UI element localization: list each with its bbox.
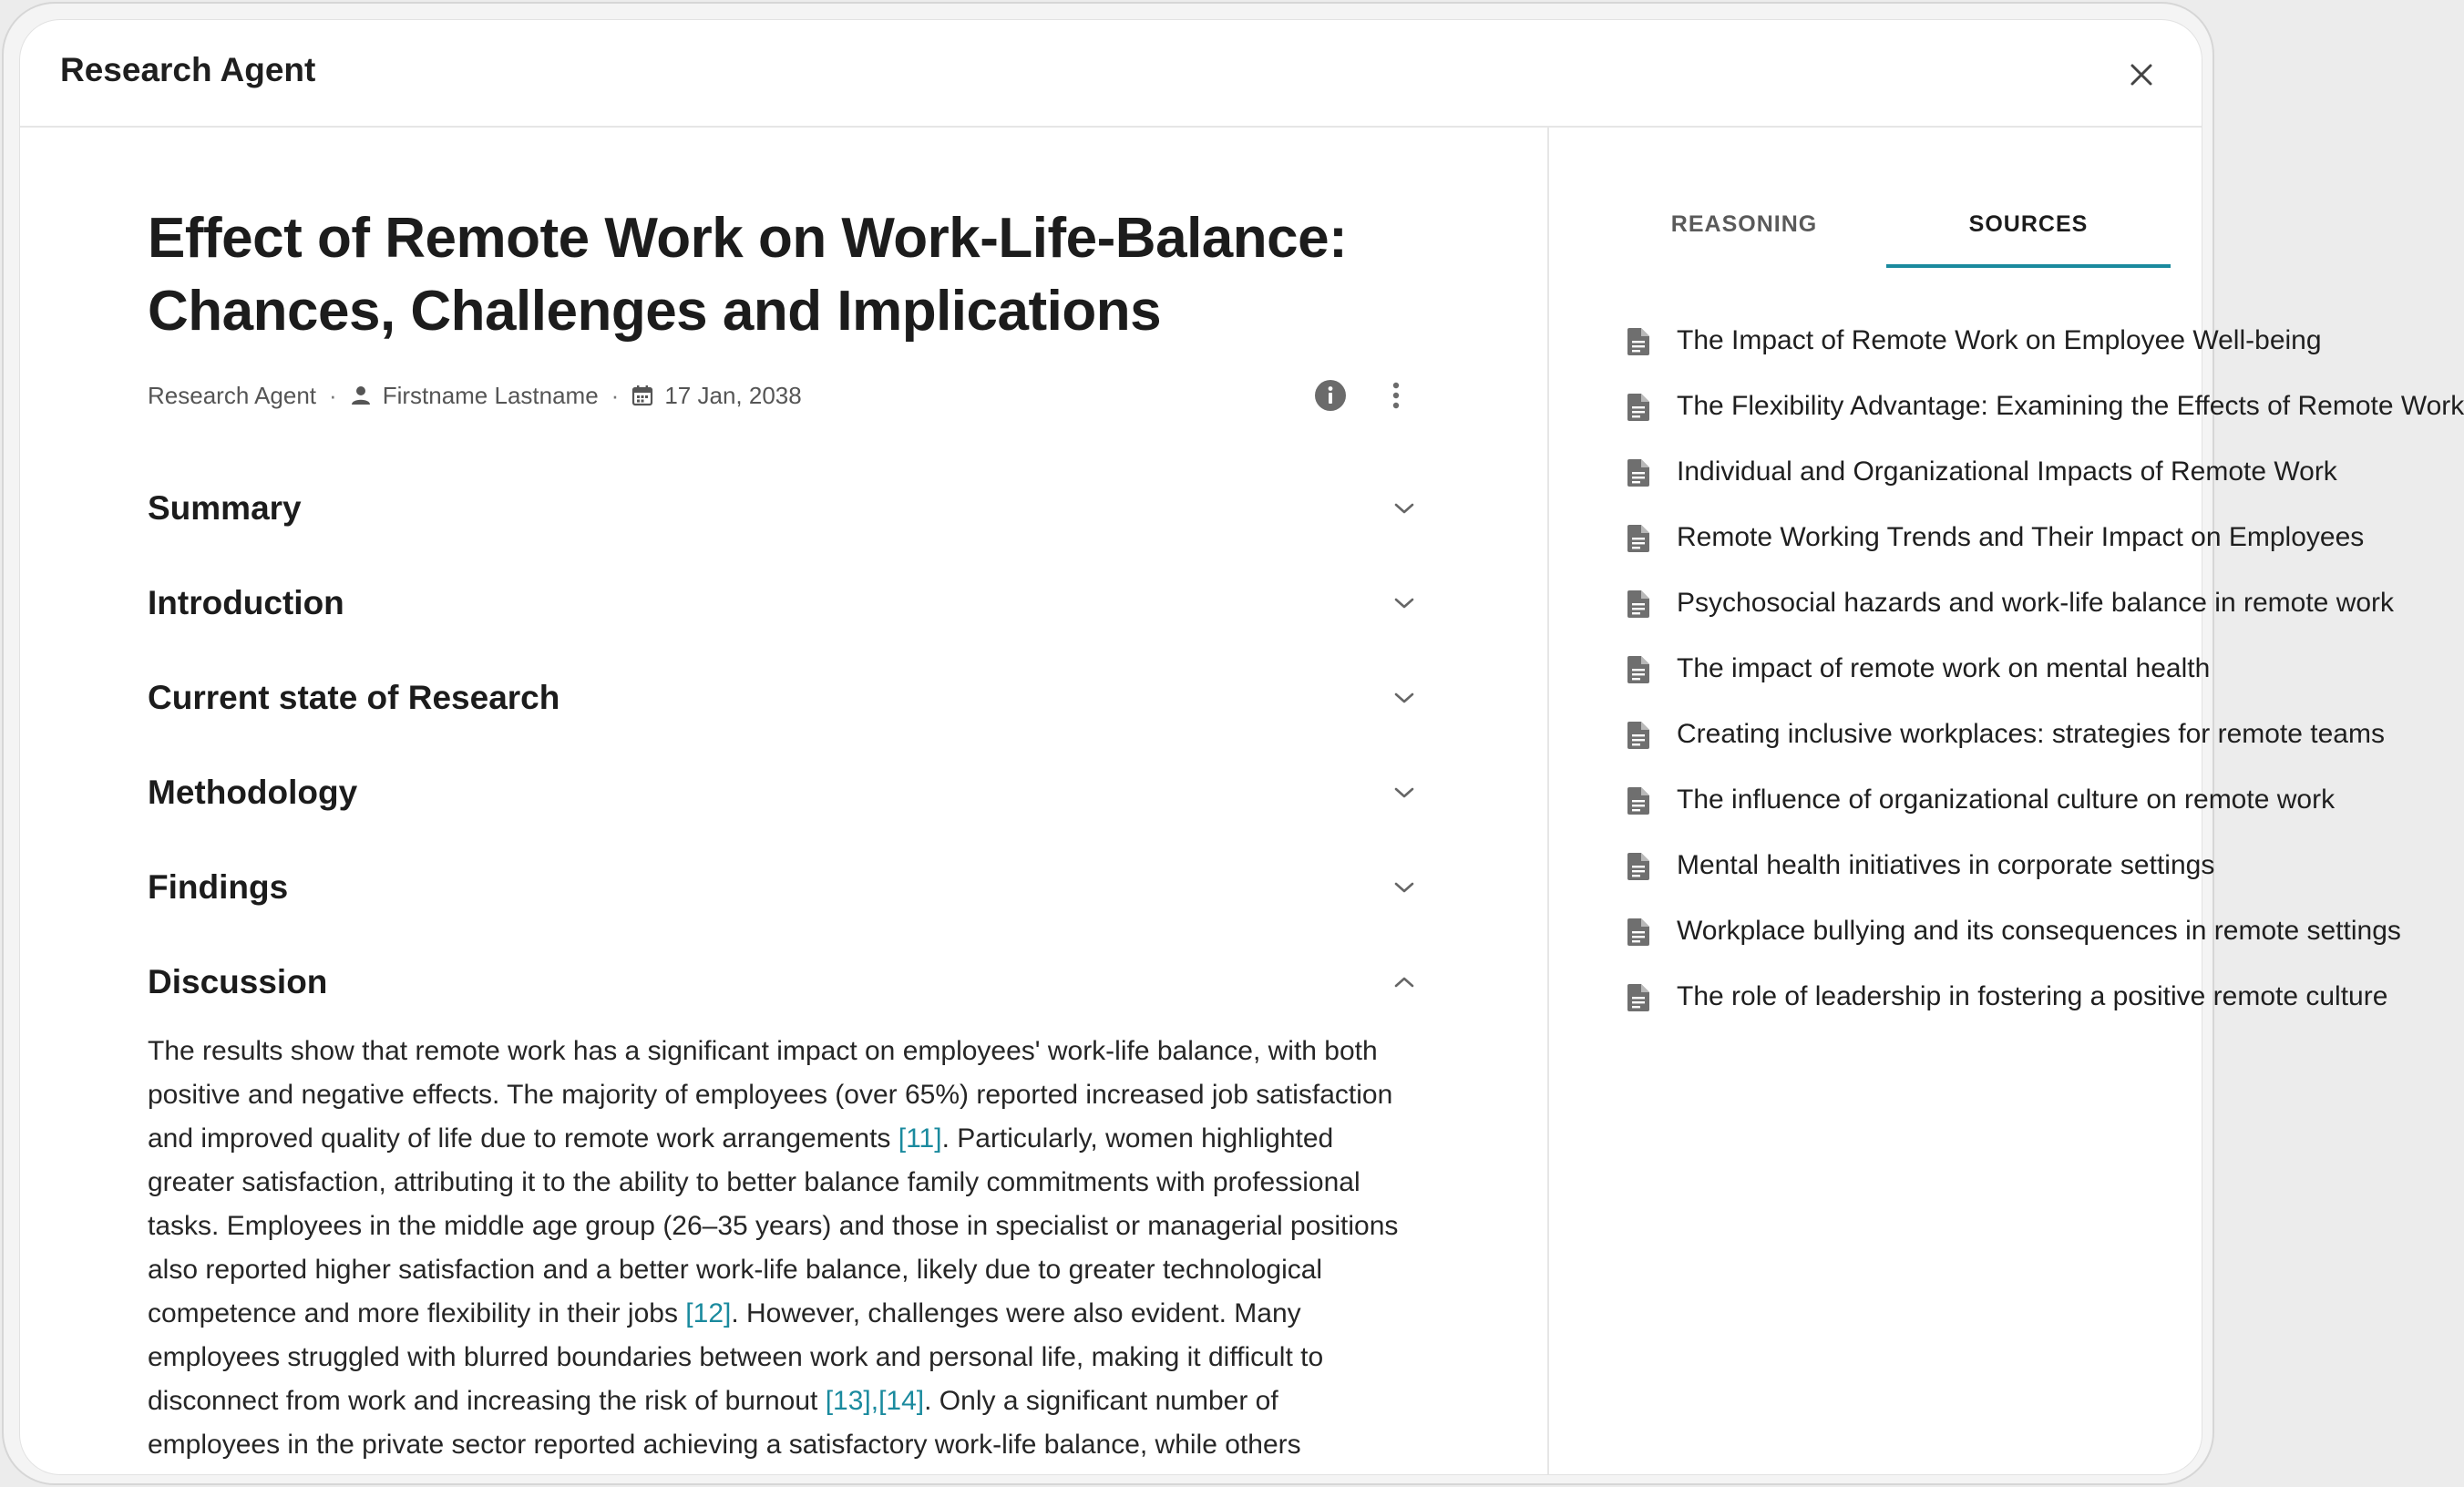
- tab-reasoning[interactable]: REASONING: [1670, 211, 1818, 237]
- discussion-text-part: . However, challenges were also evident. Many employees struggled with blurred boundaries between work and personal life, making it difficult to disconnect from work and increasing the risk of burnout: [148, 1298, 1324, 1416]
- side-tabs: [1549, 128, 2202, 266]
- dialog-title: Research Agent: [60, 51, 316, 88]
- section-title: Discussion: [148, 963, 328, 1000]
- citation-link[interactable]: [11]: [898, 1123, 942, 1154]
- document-icon: [1627, 853, 1649, 880]
- source-title: Workplace bullying and its consequences in remote settings: [1677, 916, 2401, 946]
- section-title: Introduction: [148, 584, 344, 621]
- source-item[interactable]: [1549, 898, 2401, 964]
- meta-separator: ·: [329, 381, 337, 409]
- side-panel: [1547, 128, 2464, 1474]
- source-title: The Impact of Remote Work on Employee Well-being: [1677, 325, 2322, 355]
- section-title: Summary: [148, 489, 302, 527]
- source-title: The impact of remote work on mental health: [1677, 653, 2211, 683]
- close-button[interactable]: [2121, 55, 2161, 95]
- article-actions: [1318, 377, 1420, 414]
- source-title: Remote Working Trends and Their Impact on Employees: [1677, 522, 2365, 552]
- source-item[interactable]: [1549, 308, 2322, 374]
- source-item[interactable]: [1549, 833, 2215, 898]
- section-summary[interactable]: [148, 461, 1420, 556]
- discussion-text-part: . Only a significant number of employees in the private sector reported achieving a satisfactory work-life balance, while others: [148, 1386, 1301, 1460]
- meta-date-text: 17 Jan, 2038: [664, 381, 802, 409]
- document-icon: [1627, 394, 1649, 421]
- source-title: Mental health initiatives in corporate settings: [1677, 850, 2215, 880]
- citation-link[interactable]: [13]: [825, 1386, 871, 1416]
- dialog-header: [20, 20, 2202, 128]
- chevron-down-icon: [1394, 882, 1414, 893]
- meta-date: [631, 382, 801, 410]
- source-title: The influence of organizational culture on remote work: [1677, 785, 2336, 815]
- more-vertical-icon: [1391, 381, 1401, 410]
- section-discussion[interactable]: [148, 935, 1420, 1030]
- source-title: Individual and Organizational Impacts of Remote Work: [1677, 456, 2337, 487]
- source-item[interactable]: [1549, 964, 2388, 1030]
- document-icon: [1627, 722, 1649, 749]
- document-icon: [1627, 918, 1649, 946]
- chevron-down-icon: [1394, 503, 1414, 514]
- article-title-line-1: Effect of Remote Work on Work-Life-Balance:: [148, 207, 1348, 270]
- section-title: Current state of Research: [148, 679, 560, 716]
- article: [148, 128, 1420, 1467]
- article-sections: [148, 461, 1420, 1467]
- section-title: Findings: [148, 868, 289, 906]
- chevron-up-icon: [1394, 977, 1414, 988]
- document-icon: [1627, 787, 1649, 815]
- document-icon: [1627, 459, 1649, 487]
- source-item[interactable]: [1549, 636, 2211, 702]
- citation-link[interactable]: [14]: [878, 1386, 925, 1416]
- meta-agent: Research Agent: [148, 381, 317, 409]
- source-item[interactable]: [1549, 374, 2464, 439]
- source-title: Psychosocial hazards and work-life balance in remote work: [1677, 588, 2395, 618]
- chevron-down-icon: [1394, 787, 1414, 798]
- source-item[interactable]: [1549, 767, 2336, 833]
- section-introduction[interactable]: [148, 556, 1420, 651]
- article-title-line-2: Chances, Challenges and Implications: [148, 280, 1162, 343]
- discussion-text-part: . Particularly, women highlighted greater satisfaction, attributing it to the ability to better balance family commitments with professional tasks. Employees in the middle age group (26–35 years) and those in specialist or managerial positions also reported higher satisfaction and a better work-life balance, likely due to greater technological competence and more flexibility in their jobs: [148, 1123, 1399, 1328]
- info-button[interactable]: [1318, 377, 1354, 414]
- section-methodology[interactable]: [148, 745, 1420, 840]
- research-agent-dialog: [20, 20, 2464, 1474]
- person-icon: [350, 385, 372, 406]
- device-frame: [2, 2, 2464, 1485]
- chevron-down-icon: [1394, 598, 1414, 609]
- info-icon: [1314, 379, 1347, 412]
- source-item[interactable]: [1549, 505, 2365, 570]
- document-icon: [1627, 984, 1649, 1011]
- discussion-text-part: The results show that remote work has a significant impact on employees' work-life balance, with both positive and negative effects. The majority of employees (over 65%) reported increased job satisfaction and improved quality of life due to remote work arrangements: [148, 1036, 1393, 1154]
- article-title: [148, 202, 1420, 348]
- document-icon: [1627, 656, 1649, 683]
- source-title: Creating inclusive workplaces: strategies for remote teams: [1677, 719, 2385, 749]
- source-item[interactable]: [1549, 439, 2337, 505]
- document-icon: [1627, 590, 1649, 618]
- close-icon: [2129, 62, 2154, 87]
- sources-list: [1549, 308, 2464, 1030]
- citation-link[interactable]: [12]: [685, 1298, 732, 1328]
- discussion-text: [148, 1030, 1405, 1467]
- calendar-icon: [631, 385, 653, 406]
- section-title: Methodology: [148, 774, 358, 811]
- tab-sources[interactable]: SOURCES: [1886, 211, 2171, 268]
- meta-author: [350, 382, 599, 410]
- source-item[interactable]: [1549, 702, 2385, 767]
- source-title: The role of leadership in fostering a positive remote culture: [1677, 981, 2388, 1011]
- source-item[interactable]: [1549, 570, 2395, 636]
- source-title: The Flexibility Advantage: Examining the Effects of Remote Work: [1677, 391, 2464, 421]
- document-icon: [1627, 328, 1649, 355]
- section-current-state-of-research[interactable]: [148, 651, 1420, 745]
- meta-separator: ·: [611, 381, 620, 409]
- citation-separator: ,: [870, 1386, 879, 1416]
- meta-author-name: Firstname Lastname: [382, 381, 599, 409]
- section-findings[interactable]: [148, 840, 1420, 935]
- document-icon: [1627, 525, 1649, 552]
- article-meta: [148, 377, 1420, 414]
- article-pane[interactable]: [20, 128, 1547, 1474]
- chevron-down-icon: [1394, 692, 1414, 703]
- more-options-button[interactable]: [1383, 377, 1420, 414]
